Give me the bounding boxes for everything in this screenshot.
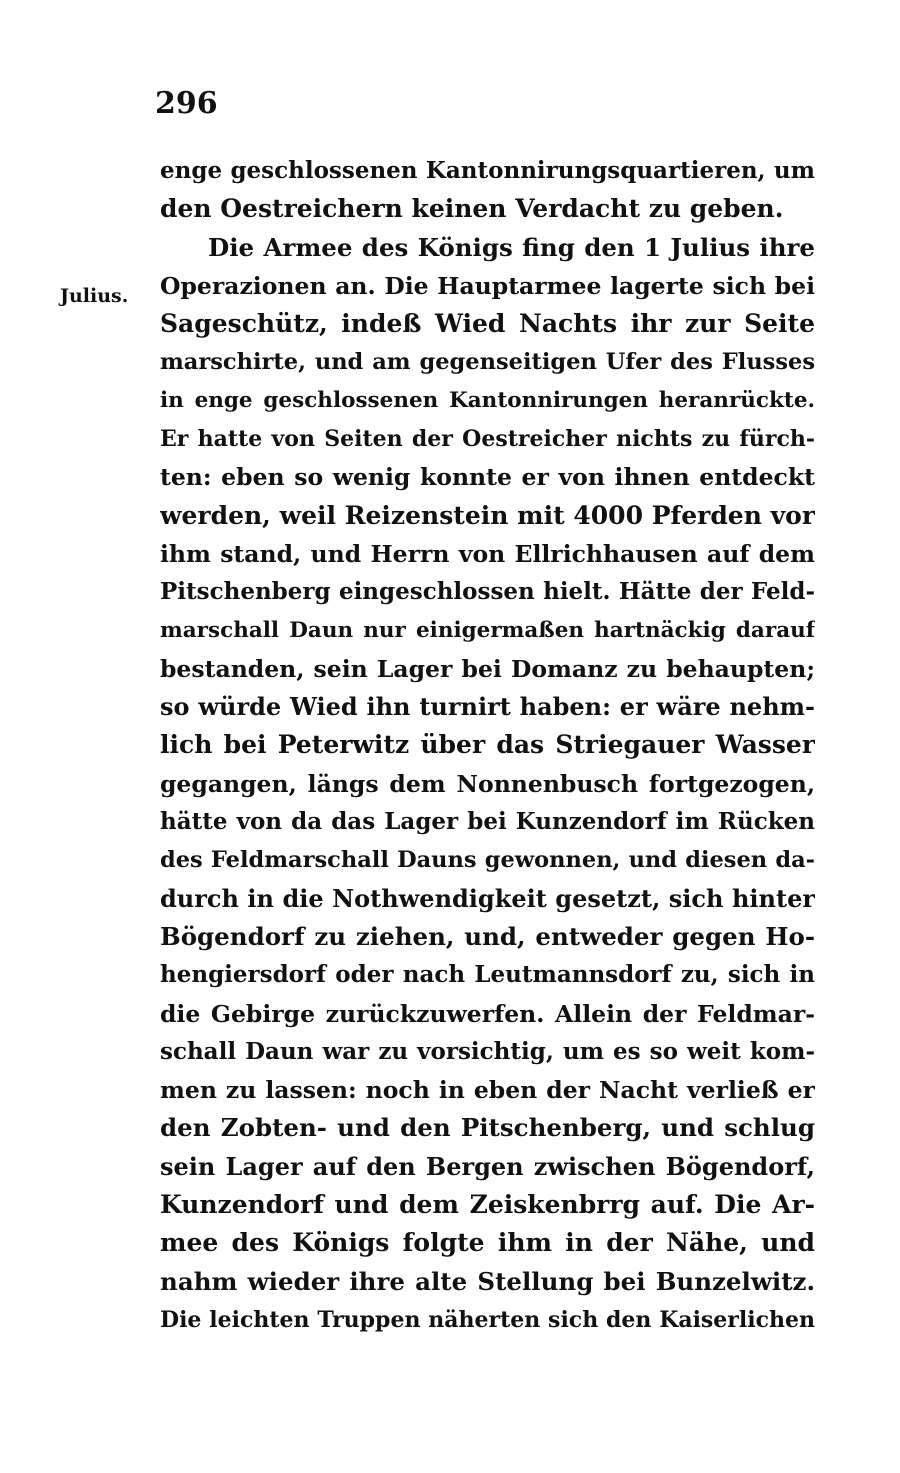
text-line: Bögendorf zu ziehen, und, entweder gegen Ho- xyxy=(160,921,815,951)
text-line: in enge geschlossenen Kantonnirungen heranrückte. xyxy=(160,387,815,413)
text-line: men zu lassen: noch in eben der Nacht verließ er xyxy=(160,1076,815,1105)
text-line: Pitschenberg eingeschlossen hielt. Hätte der Feld- xyxy=(160,578,815,606)
text-line: hengiersdorf oder nach Leutmannsdorf zu, sich in xyxy=(160,961,815,989)
text-line: die Gebirge zurückzuwerfen. Allein der Feldmar- xyxy=(160,999,815,1028)
text-line: schall Daun war zu vorsichtig, um es so weit kom- xyxy=(160,1037,815,1065)
margin-note: Julius. xyxy=(60,285,129,307)
text-line: mee des Königs folgte ihm in der Nähe, und xyxy=(160,1228,815,1258)
text-line: lich bei Peterwitz über das Striegauer Wasser xyxy=(160,730,815,760)
text-line: so würde Wied ihn turnirt haben: er wäre nehm- xyxy=(160,692,815,722)
body-text xyxy=(160,152,815,1339)
text-line: Die leichten Truppen näherten sich den Kaiserlichen xyxy=(160,1306,815,1333)
page-number: 296 xyxy=(155,86,218,121)
text-line: Kunzendorf und dem Zeiskenbrrg auf. Die Ar- xyxy=(160,1190,815,1220)
text-line: Operazionen an. Die Hauptarmee lagerte sich bei xyxy=(160,271,815,300)
text-line: nahm wieder ihre alte Stellung bei Bunzelwitz. xyxy=(160,1266,815,1296)
text-line: marschall Daun nur einigermaßen hartnäckig darauf xyxy=(160,617,815,643)
text-line: Sageschütz, indeß Wied Nachts ihr zur Seite xyxy=(160,309,815,339)
text-line: sein Lager auf den Bergen zwischen Bögendorf, xyxy=(160,1151,815,1181)
text-line: werden, weil Reizenstein mit 4000 Pferden vor xyxy=(160,500,815,530)
text-line: des Feldmarschall Dauns gewonnen, und diesen da- xyxy=(160,847,815,874)
text-line: hätte von da das Lager bei Kunzendorf im Rücken xyxy=(160,808,815,836)
text-line: den Oestreichern keinen Verdacht zu geben. xyxy=(160,194,784,224)
text-line: Die Armee des Königs fing den 1 Julius ihre xyxy=(208,232,815,262)
text-line: den Zobten- und den Pitschenberg, und schlug xyxy=(160,1113,815,1143)
text-line: gegangen, längs dem Nonnenbusch fortgezogen, xyxy=(160,769,815,798)
text-line: durch in die Nothwendigkeit gesetzt, sich hinter xyxy=(160,883,815,913)
text-line: ihm stand, und Herrn von Ellrichhausen auf dem xyxy=(160,539,815,568)
text-line: bestanden, sein Lager bei Domanz zu behaupten; xyxy=(160,654,815,683)
text-line: marschirte, und am gegenseitigen Ufer des Flusses xyxy=(160,349,815,376)
text-line: enge geschlossenen Kantonnirungsquartieren, um xyxy=(160,157,815,184)
text-line: ten: eben so wenig konnte er von ihnen entdeckt xyxy=(160,463,815,492)
text-line: Er hatte von Seiten der Oestreicher nichts zu fürch- xyxy=(160,426,815,453)
